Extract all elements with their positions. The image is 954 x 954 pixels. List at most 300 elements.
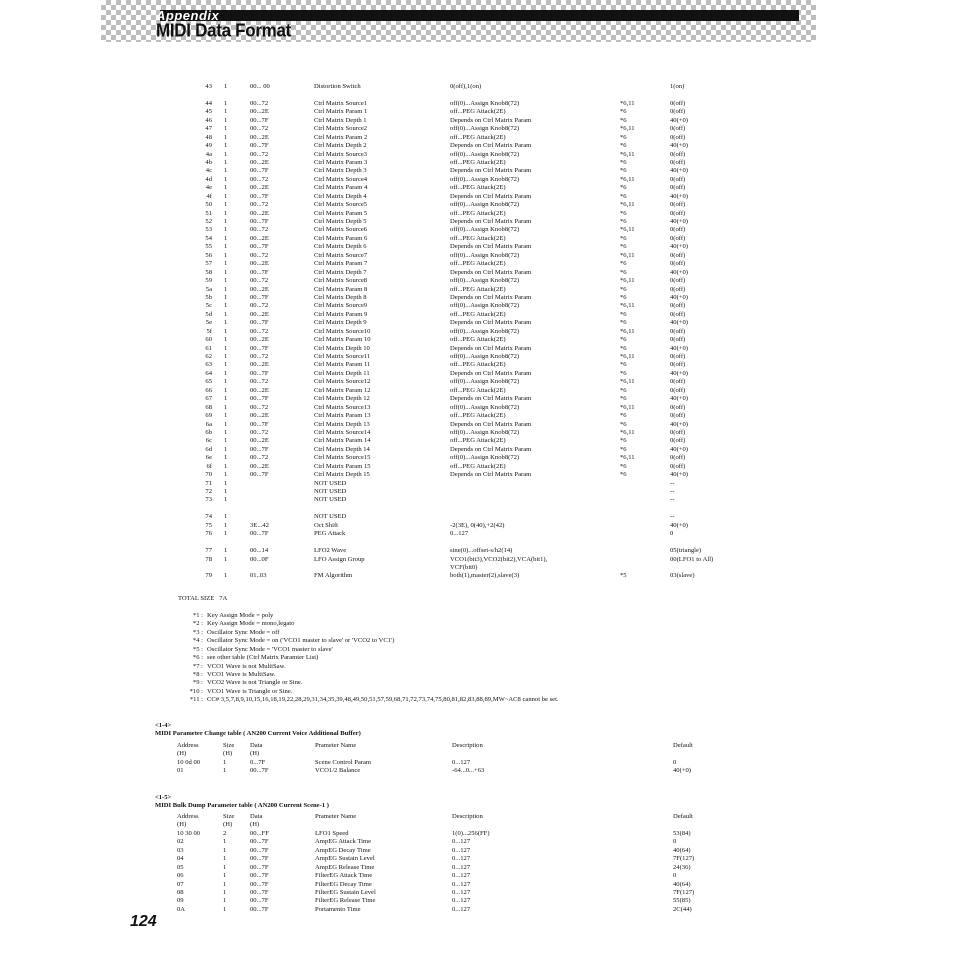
table-cell: *6,11 — [620, 378, 635, 386]
table-cell: 77 — [205, 547, 212, 555]
table-cell: Description — [452, 813, 483, 820]
table-cell: VCO1/2 Balance — [315, 767, 361, 775]
table-cell: off...PEG Attack(2E) — [450, 412, 506, 420]
table-cell: 64 — [205, 369, 212, 377]
note-text: see other table (Ctrl Matrix Paramter List) — [207, 654, 319, 662]
table-cell: 00...2E — [250, 462, 269, 470]
table-cell: 54 — [205, 234, 212, 242]
table-cell: *6,11 — [620, 428, 635, 436]
table-cell: 00...7F — [250, 767, 269, 775]
note-key: *5 : — [192, 645, 203, 653]
table-cell: 40(+0) — [670, 344, 689, 352]
table-cell: 1 — [224, 555, 228, 563]
note-key: *10 : — [189, 687, 203, 695]
table-cell: 52 — [205, 218, 212, 225]
table-cell: 4e — [205, 184, 212, 192]
table-cell: 5d — [205, 310, 212, 318]
table-cell: 1(0)...256(FF) — [452, 829, 490, 837]
table-cell: 7F(127) — [673, 888, 695, 896]
table-cell: 0...127 — [450, 530, 469, 538]
table-cell: 0(off) — [670, 361, 686, 369]
table-cell: 1 — [224, 513, 228, 521]
table-cell: 56 — [205, 251, 212, 259]
table-cell: Ctrl Matrix Depth 7 — [314, 268, 367, 276]
table-cell: Default — [673, 742, 693, 749]
table-cell: 00...7F — [250, 846, 269, 854]
table-cell: *6 — [620, 209, 627, 217]
table-cell: 4b — [205, 158, 212, 166]
table-cell: 00...2E — [250, 158, 269, 166]
note-item — [178, 696, 559, 704]
table-cell: 0...127 — [452, 758, 471, 766]
table-cell: 1 — [223, 863, 227, 871]
table-cell: 40(+0) — [670, 420, 689, 428]
table-cell: Ctrl Matrix Source6 — [314, 226, 368, 234]
table-cell: 0...127 — [452, 905, 471, 913]
note-item — [178, 620, 295, 628]
table-cell: 00...72 — [250, 201, 269, 209]
table-cell: off...PEG Attack(2E) — [450, 437, 506, 445]
table-cell: both(1),master(2),slave(3) — [450, 572, 520, 580]
table-cell: 6f — [206, 462, 212, 470]
table-cell: 1 — [224, 386, 228, 394]
table-cell: 0(off) — [670, 99, 686, 107]
table-cell: 1 — [224, 192, 228, 200]
table-cell: 00... 00 — [250, 83, 270, 90]
table-cell: (H) — [223, 750, 233, 758]
table-cell: Ctrl Matrix Depth 5 — [314, 218, 367, 225]
table-cell: Depends on Ctrl Matrix Param — [450, 420, 532, 428]
table-cell: 40(+0) — [670, 218, 689, 225]
table-cell: 06 — [177, 872, 184, 880]
table-cell: 1 — [224, 226, 228, 234]
table-cell: Ctrl Matrix Depth 10 — [314, 344, 370, 352]
table-cell: 1 — [223, 897, 227, 905]
table-cell: Ctrl Matrix Source1 — [314, 99, 368, 107]
table-cell: 00...2E — [250, 361, 269, 369]
table-cell: 51 — [205, 209, 212, 217]
table-cell: 00...72 — [250, 226, 269, 234]
table-cell: 0(off) — [670, 226, 686, 234]
table-cell: Ctrl Matrix Depth 4 — [314, 192, 367, 200]
table-cell: off...PEG Attack(2E) — [450, 336, 506, 344]
table-cell: 1 — [224, 243, 228, 251]
table-cell: 1 — [224, 420, 228, 428]
table-cell: 40(+0) — [670, 293, 689, 301]
table-cell: off(0)...Assign Knob8(72) — [450, 403, 520, 411]
table-cell: Ctrl Matrix Depth 13 — [314, 420, 370, 428]
table-cell: FilterEG Sustain Level — [315, 888, 376, 896]
table-cell: *6,11 — [620, 277, 635, 285]
table-cell: sine(0)...offset-s/h2(14) — [450, 547, 513, 555]
section-label: Appendix — [156, 8, 220, 23]
table-cell: 40(+0) — [670, 192, 689, 200]
table-cell: 5f — [206, 327, 212, 335]
table-cell: *6,11 — [620, 327, 635, 335]
table-cell: 1 — [223, 838, 227, 846]
table-cell: Ctrl Matrix Source8 — [314, 277, 368, 285]
table-cell: *6 — [620, 268, 627, 276]
table-cell: 0 — [670, 530, 674, 538]
table-cell: 00...2E — [250, 336, 269, 344]
note-text: Key Assign Mode = mono,legato — [207, 620, 295, 628]
table-cell: 1 — [223, 846, 227, 854]
table-cell: 61 — [205, 344, 212, 352]
table-cell: 00(LFO1 to All) — [670, 555, 714, 563]
table-cell: NOT USED — [314, 479, 347, 487]
table-cell: 44 — [205, 99, 212, 107]
table-cell: 0(off) — [670, 310, 686, 318]
table-cell: *6 — [620, 336, 627, 344]
note-item — [178, 645, 333, 654]
table-cell: 40(64) — [673, 880, 691, 888]
table-cell: 0(off) — [670, 378, 686, 386]
table-cell: Ctrl Matrix Source7 — [314, 251, 368, 259]
table-cell: 1 — [224, 209, 228, 217]
table-cell: Ctrl Matrix Depth 9 — [314, 319, 367, 327]
table-cell: FilterEG Decay Time — [315, 880, 372, 888]
table-cell: 03 — [177, 846, 184, 854]
table-cell: Depends on Ctrl Matrix Param — [450, 243, 532, 251]
table-cell: *6 — [620, 142, 627, 150]
table-cell: off(0)...Assign Knob8(72) — [450, 327, 520, 335]
table-cell: 0(off) — [670, 125, 686, 133]
table-cell: 1 — [224, 479, 228, 487]
table-cell: 60 — [205, 336, 212, 344]
table-cell: Ctrl Matrix Param 15 — [314, 462, 371, 470]
table-cell: 00...2E — [250, 386, 269, 394]
note-item — [178, 628, 280, 637]
table-cell: *6,11 — [620, 226, 635, 234]
table-cell: 2C(44) — [673, 905, 692, 913]
table-cell: 00...2E — [250, 209, 269, 217]
table-cell: 49 — [205, 142, 212, 150]
table-cell: LFO2 Wave — [314, 547, 347, 555]
table-cell: Description — [452, 742, 483, 749]
table-cell: -- — [670, 479, 675, 487]
table-cell: off(0)...Assign Knob8(72) — [450, 251, 520, 259]
table-cell: 1 — [223, 905, 227, 913]
table-cell: 00...72 — [250, 99, 269, 107]
table-cell: 47 — [205, 125, 212, 133]
table-cell: Depends on Ctrl Matrix Param — [450, 218, 532, 225]
note-item — [178, 654, 319, 662]
table-cell: 1 — [224, 310, 228, 318]
table-cell: *6 — [620, 116, 627, 124]
table-cell: 00...7F — [250, 863, 269, 871]
table-cell: 01 — [177, 767, 184, 775]
table-cell: 0(off) — [670, 184, 686, 192]
table-cell: 59 — [205, 277, 212, 285]
table-cell: off...PEG Attack(2E) — [450, 260, 506, 268]
table-cell: 0(off) — [670, 234, 686, 242]
table-cell: 1 — [224, 521, 228, 529]
table-cell: 40(+0) — [670, 142, 689, 150]
table-cell: VCO1(bit3),VCO2(bit2),VCA(bit1), — [450, 555, 548, 563]
table-cell: Ctrl Matrix Param 4 — [314, 184, 368, 192]
table-cell: 0(off) — [670, 277, 686, 285]
table-cell: Oct Shift — [314, 521, 338, 529]
table-cell: 5e — [205, 319, 212, 327]
table-cell: 0(off) — [670, 353, 686, 360]
table-cell: 0(off) — [670, 302, 686, 310]
table-cell: (H) — [250, 821, 260, 829]
table-cell: Ctrl Matrix Source9 — [314, 302, 368, 310]
table-cell: 1 — [224, 378, 228, 386]
table-cell: 00...7F — [250, 897, 269, 905]
table-cell: 66 — [205, 386, 212, 394]
table-cell: Ctrl Matrix Depth 1 — [314, 116, 367, 124]
table-cell: -- — [670, 488, 675, 495]
table-cell: LFO Assign Group — [314, 555, 365, 563]
table-cell: 00...7F — [250, 293, 269, 301]
table-cell: (H) — [177, 821, 187, 829]
note-item — [178, 670, 276, 679]
table-cell: 1 — [224, 462, 228, 470]
table-cell: 57 — [205, 260, 212, 268]
table5-tag: <1-5> — [155, 794, 172, 801]
table-cell: *6,11 — [620, 353, 635, 360]
table-cell: 4d — [205, 175, 212, 183]
table-cell: 40(+0) — [670, 243, 689, 251]
total-size — [178, 595, 227, 603]
table-cell: 0...127 — [452, 846, 471, 854]
table-cell: 24(36) — [673, 863, 691, 871]
table-cell: 00...2E — [250, 310, 269, 318]
table-cell: 00...2E — [250, 184, 269, 192]
table-cell: 0 — [673, 758, 677, 766]
table-cell: 00...7F — [250, 471, 269, 479]
table-cell: 1 — [223, 767, 227, 775]
table-cell: 00...7F — [250, 855, 269, 863]
table-cell: off(0)...Assign Knob8(72) — [450, 99, 520, 107]
table-cell: 40(+0) — [670, 395, 689, 403]
table-cell: 78 — [205, 555, 212, 563]
table-cell: Ctrl Matrix Source3 — [314, 150, 368, 158]
table-cell: 00...0F — [250, 555, 269, 563]
table-cell: 00...72 — [250, 327, 269, 335]
notes-list — [178, 611, 559, 705]
table-cell: 00...7F — [250, 142, 269, 150]
table-cell: 0(off) — [670, 108, 686, 116]
table-cell: 1 — [223, 872, 227, 880]
table-cell: off(0)...Assign Knob8(72) — [450, 201, 520, 209]
table-cell: 0(off) — [670, 150, 686, 158]
table-cell: Prameter Name — [315, 813, 357, 820]
table-cell: 10 30 00 — [177, 829, 201, 837]
table-cell: (H) — [250, 750, 260, 758]
table-cell: 75 — [205, 521, 212, 529]
note-key: *3 : — [192, 628, 203, 636]
table-cell: 00...7F — [250, 268, 269, 276]
table-cell: Depends on Ctrl Matrix Param — [450, 142, 532, 150]
table-cell: off...PEG Attack(2E) — [450, 184, 506, 192]
table-cell: AmpEG Sustain Level — [315, 855, 375, 863]
table-cell: Ctrl Matrix Param 13 — [314, 412, 371, 420]
table-cell: 0(off) — [670, 403, 686, 411]
table-cell: Size — [223, 813, 235, 820]
table-cell: 43 — [205, 83, 212, 90]
table-cell: *6,11 — [620, 125, 635, 133]
table-cell: 1 — [224, 293, 228, 301]
table-cell: FM Algorithm — [314, 572, 353, 580]
table-cell: off(0)...Assign Knob8(72) — [450, 125, 520, 133]
table-cell: 0...127 — [452, 872, 471, 880]
table-cell: *6 — [620, 319, 627, 327]
table-cell: 1 — [223, 758, 227, 766]
table-cell: Ctrl Matrix Source14 — [314, 428, 371, 436]
table-cell: 07 — [177, 880, 184, 888]
table-cell: 1 — [224, 175, 228, 183]
table4-title: MIDI Parameter Change table ( AN200 Current Voice Additional Buffer) — [155, 730, 361, 738]
table-cell: Ctrl Matrix Source12 — [314, 378, 371, 386]
note-text: Oscillator Sync Mode = off — [207, 628, 280, 636]
table-cell: *6 — [620, 310, 627, 318]
table-cell: 00...7F — [250, 192, 269, 200]
table-cell: 0(off) — [670, 327, 686, 335]
note-text: Oscillator Sync Mode = 'VCO1 master to slave' — [207, 645, 333, 653]
table-cell: 1 — [224, 395, 228, 403]
table-cell: Depends on Ctrl Matrix Param — [450, 192, 532, 200]
table-cell: 09 — [177, 897, 184, 905]
table-cell: Ctrl Matrix Source5 — [314, 201, 368, 209]
table-cell: 00...7F — [250, 530, 269, 538]
page-number: 124 — [130, 913, 157, 930]
table-cell: 1 — [224, 167, 228, 175]
table-cell: 00...2E — [250, 108, 269, 116]
table-cell: *6 — [620, 471, 627, 479]
table-cell: 1 — [224, 234, 228, 242]
table-cell: 6d — [205, 445, 212, 453]
table-cell: 6b — [205, 428, 212, 436]
table-cell: *6 — [620, 445, 627, 453]
table-cell: 5a — [205, 285, 212, 293]
table-cell: 1 — [224, 319, 228, 327]
table-cell: Size — [223, 742, 235, 749]
table-cell: 4c — [205, 167, 212, 175]
table-cell: 0...127 — [452, 855, 471, 863]
table-cell: AmpEG Release Time — [315, 863, 375, 871]
table-cell: 1 — [224, 445, 228, 453]
table-cell: 00...72 — [250, 125, 269, 133]
table-cell: 1 — [224, 83, 228, 90]
table-cell: 6a — [205, 420, 212, 428]
table-cell: 1 — [224, 361, 228, 369]
note-item — [178, 679, 303, 687]
table-cell: Depends on Ctrl Matrix Param — [450, 116, 532, 124]
table-cell: *6,11 — [620, 150, 635, 158]
table-cell: 0(off) — [670, 428, 686, 436]
table-cell: NOT USED — [314, 513, 347, 521]
table-cell: 1 — [224, 184, 228, 192]
table-cell: *6,11 — [620, 99, 635, 107]
table-cell: 6c — [205, 437, 212, 445]
table-cell: off(0)...Assign Knob8(72) — [450, 175, 520, 183]
note-text: VCO1 Wave is not MultiSaw. — [207, 662, 286, 670]
table-cell: 1 — [224, 327, 228, 335]
table-cell: 1 — [224, 99, 228, 107]
table-cell: *6 — [620, 108, 627, 116]
table-cell: 0(off) — [670, 437, 686, 445]
table-cell: 1 — [224, 488, 228, 495]
table-cell: 00...72 — [250, 428, 269, 436]
table-cell: Ctrl Matrix Source4 — [314, 175, 368, 183]
table-cell: 00...7F — [250, 905, 269, 913]
table-cell: 79 — [205, 572, 212, 580]
table-cell: 3E...42 — [250, 521, 269, 529]
table-cell: 00...7F — [250, 369, 269, 377]
table-cell: 1 — [224, 547, 228, 555]
table-cell: off...PEG Attack(2E) — [450, 285, 506, 293]
table-cell: 0A — [177, 905, 186, 913]
table-cell: Ctrl Matrix Depth 6 — [314, 243, 367, 251]
table-cell: Ctrl Matrix Param 10 — [314, 336, 371, 344]
table-cell: Ctrl Matrix Param 3 — [314, 158, 368, 166]
table-cell: off...PEG Attack(2E) — [450, 108, 506, 116]
table-cell: 58 — [205, 268, 212, 276]
table-cell: 1 — [223, 888, 227, 896]
table-cell: *5 — [620, 572, 627, 580]
table-cell: off...PEG Attack(2E) — [450, 310, 506, 318]
note-item — [178, 687, 293, 696]
table-cell: 08 — [177, 888, 184, 896]
table-cell: 00...72 — [250, 403, 269, 411]
table-cell: Default — [673, 813, 693, 820]
table-cell: Ctrl Matrix Depth 11 — [314, 369, 370, 377]
table-cell: Ctrl Matrix Source10 — [314, 327, 371, 335]
table-cell: 1 — [223, 880, 227, 888]
table-cell: off...PEG Attack(2E) — [450, 462, 506, 470]
table-cell: Ctrl Matrix Depth 15 — [314, 471, 370, 479]
table-cell: 0(off) — [670, 462, 686, 470]
note-key: *7 : — [192, 662, 203, 670]
table-cell: Depends on Ctrl Matrix Param — [450, 268, 532, 276]
table-cell: *6 — [620, 462, 627, 470]
table-cell: 04 — [177, 855, 184, 863]
table-cell: 74 — [205, 513, 212, 521]
table-cell: 0...127 — [452, 888, 471, 896]
table-cell: VCF(bit0) — [450, 563, 478, 571]
note-text: VCO1 Wave is MultiSaw. — [207, 670, 276, 678]
note-item — [178, 637, 395, 645]
table-cell: 00...72 — [250, 150, 269, 158]
table-cell: 63 — [205, 361, 212, 369]
table-cell: *6 — [620, 395, 627, 403]
table-cell: 1 — [224, 142, 228, 150]
table-cell: Ctrl Matrix Depth 8 — [314, 293, 367, 301]
table-cell: Portamento Time — [315, 905, 361, 913]
table-cell: 1 — [224, 133, 228, 141]
table-cell: 00...72 — [250, 251, 269, 259]
table-cell: 00...7F — [250, 888, 269, 896]
table-cell: 67 — [205, 395, 212, 403]
table-cell: 1 — [224, 369, 228, 377]
note-text: VCO1 Wave is Triangle or Sine. — [207, 687, 293, 695]
table-cell: Depends on Ctrl Matrix Param — [450, 319, 532, 327]
table4-tag: <1-4> — [155, 722, 172, 729]
table-cell: 0...127 — [452, 880, 471, 888]
table-cell: 0 — [673, 872, 677, 880]
table-cell: Ctrl Matrix Param 14 — [314, 437, 371, 445]
table-cell: -64...0...+63 — [452, 767, 485, 775]
table-cell: 1 — [224, 454, 228, 462]
table-cell: 0...127 — [452, 897, 471, 905]
table-cell: 1 — [224, 108, 228, 116]
table-cell: 05 — [177, 863, 184, 871]
table-cell: AmpEG Attack Time — [315, 838, 372, 846]
table-cell: Ctrl Matrix Param 5 — [314, 209, 368, 217]
table-cell: 00...2E — [250, 260, 269, 268]
